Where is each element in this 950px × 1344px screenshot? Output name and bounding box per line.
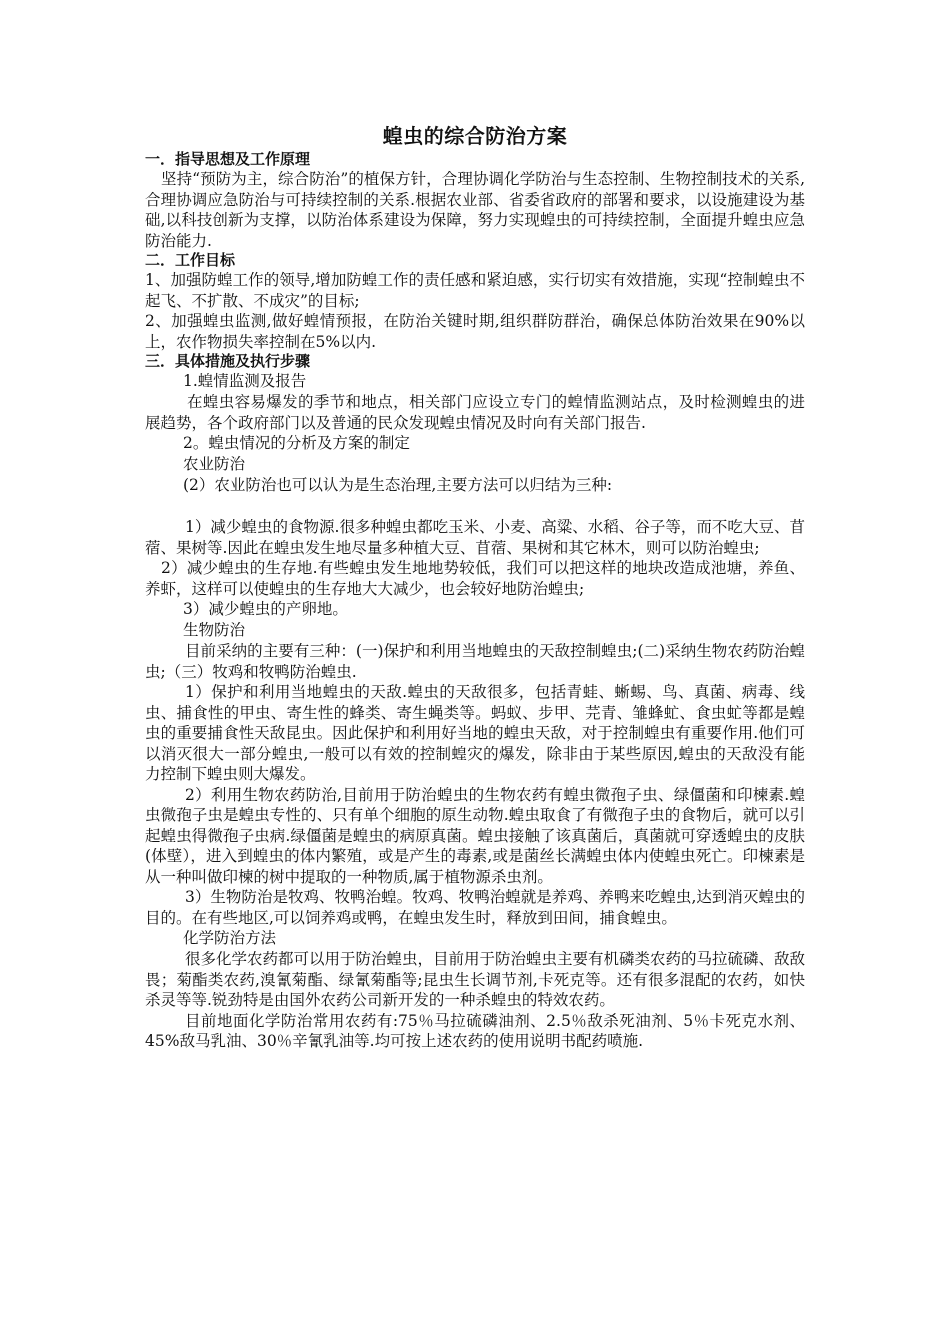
paragraph: 很多化学农药都可以用于防治蝗虫，目前用于防治蝗虫主要有机磷类农药的马拉硫磷、敌敌畏；菊酯类农药,溴氰菊酯、绿氰菊酯等;昆虫生长调节剂,卡死克等。还有很多混配的农药，如快杀灵等等.锐劲特是由国外农药公司新开发的一种杀蝗虫的特效农药。 [145, 950, 806, 1009]
subheading-chemical-control: 化学防治方法 [183, 929, 277, 947]
paragraph: 1）保护和利用当地蝗虫的天敌.蝗虫的天敌很多，包括青蛙、蜥蜴、鸟、真菌、病毒、线虫、捕食性的甲虫、寄生性的蜂类、寄生蝇类等。蚂蚁、步甲、芫青、雏蜂虻、食虫虻等都是蝗虫的重要捕食性天敌昆虫。因此保护和利用好当地的蝗虫天敌，对于控制蝗虫有重要作用.他们可以消灭很大一部分蝗虫,一般可以有效的控制蝗灾的爆发，除非由于某些原因,蝗虫的天敌没有能力控制下蝗虫则大爆发。 [145, 683, 805, 783]
subheading-analysis: 2。蝗虫情况的分析及方案的制定 [183, 434, 410, 452]
paragraph: 2、加强蝗虫监测,做好蝗情预报，在防治关键时期,组织群防群治，确保总体防治效果在90%以上，农作物损失率控制在5%以内. [145, 312, 805, 351]
paragraph: 1）减少蝗虫的食物源.很多种蝗虫都吃玉米、小麦、高粱、水稻、谷子等，而不吃大豆、苜蓿、果树等.因此在蝗虫发生地尽量多种植大豆、苜蓿、果树和其它林木，则可以防治蝗虫; [145, 518, 805, 557]
subheading-monitoring: 1.蝗情监测及报告 [183, 372, 307, 390]
blank-line [145, 496, 805, 517]
paragraph: 3）生物防治是牧鸡、牧鸭治蝗。牧鸡、牧鸭治蝗就是养鸡、养鸭来吃蝗虫,达到消灭蝗虫的目的。在有些地区,可以饲养鸡或鸭，在蝗虫发生时，释放到田间，捕食蝗虫。 [145, 888, 805, 927]
paragraph: 2）减少蝗虫的生存地.有些蝗虫发生地地势较低，我们可以把这样的地块改造成池塘，养鱼、养虾，这样可以使蝗虫的生存地大大减少，也会较好地防治蝗虫; [145, 559, 805, 598]
paragraph: 2）利用生物农药防治,目前用于防治蝗虫的生物农药有蝗虫微孢子虫、绿僵菌和印楝素.蝗虫微孢子虫是蝗虫专性的、只有单个细胞的原生动物.蝗虫取食了有微孢子虫的食物后，就可以引起蝗虫得微孢子虫病.绿僵菌是蝗虫的病原真菌。蝗虫接触了该真菌后，真菌就可穿透蝗虫的皮肤(体壁），进入到蝗虫的体内繁殖，或是产生的毒素,或是菌丝长满蝗虫体内使蝗虫死亡。印楝素是从一种叫做印楝的树中提取的一种物质,属于植物源杀虫剂。 [145, 785, 805, 886]
paragraph: 坚持“预防为主，综合防治”的植保方针，合理协调化学防治与生态控制、生物控制技术的关系,合理协调应急防治与可持续控制的关系.根据农业部、省委省政府的部署和要求，以设施建设为基础,以科技创新为支撑，以防治体系建设为保障，努力实现蝗虫的可持续控制，全面提升蝗虫应急防治能力. [145, 170, 805, 250]
subheading-agricultural-control: 农业防治 [183, 455, 246, 473]
paragraph: 1、加强防蝗工作的领导,增加防蝗工作的责任感和紧迫感，实行切实有效措施，实现“控制蝗虫不起飞、不扩散、不成灾”的目标; [145, 271, 805, 310]
paragraph: 3）减少蝗虫的产卵地。 [183, 600, 348, 618]
section-heading-2: 二．工作目标 [145, 251, 236, 269]
section-heading-3: 三．具体措施及执行步骤 [145, 352, 311, 370]
paragraph: 目前地面化学防治常用农药有:75％马拉硫磷油剂、2.5％敌杀死油剂、5％卡死克水剂、45%敌马乳油、30％辛氰乳油等.均可按上述农药的使用说明书配药喷施. [145, 1011, 805, 1050]
document-body [145, 122, 805, 1052]
document-title: 蝗虫的综合防治方案 [382, 124, 568, 148]
paragraph: (2）农业防治也可以认为是生态治理,主要方法可以归结为三种: [183, 476, 613, 494]
subheading-biological-control: 生物防治 [183, 621, 246, 639]
section-heading-1: 一．指导思想及工作原理 [145, 150, 311, 168]
paragraph: 目前采纳的主要有三种：(一)保护和利用当地蝗虫的天敌控制蝗虫;(二)采纳生物农药防治蝗虫;（三）牧鸡和牧鸭防治蝗虫. [145, 642, 805, 681]
paragraph: 在蝗虫容易爆发的季节和地点，相关部门应设立专门的蝗情监测站点，及时检测蝗虫的进展趋势，各个政府部门以及普通的民众发现蝗虫情况及时向有关部门报告. [145, 393, 805, 432]
